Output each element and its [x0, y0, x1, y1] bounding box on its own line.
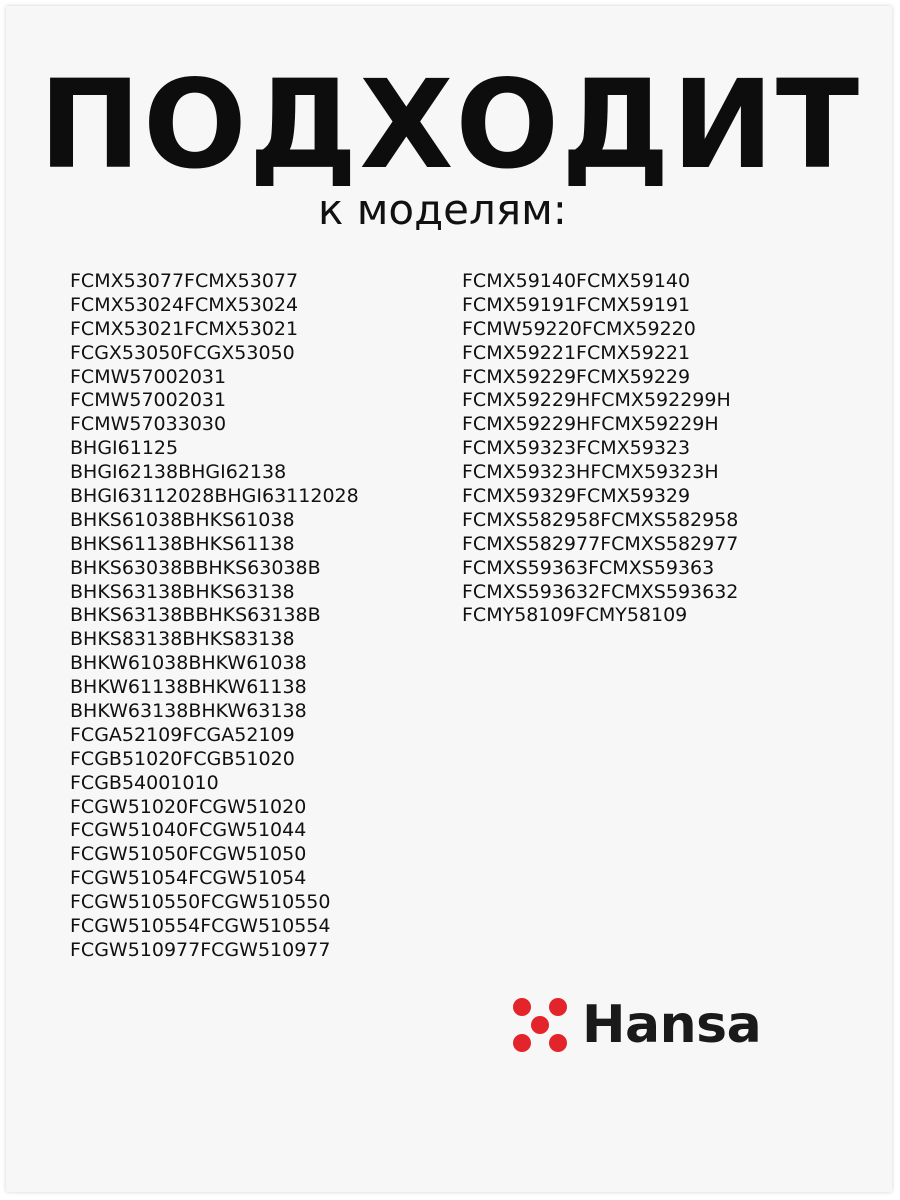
model-item: BHKW61138BHKW61138 — [70, 676, 307, 699]
model-item: FCMX59229HFCMX59229H — [462, 413, 719, 436]
page-subtitle: к моделям: — [318, 185, 567, 234]
model-item: FCMX53021FCMX53021 — [70, 317, 299, 340]
model-item: FCMX53024FCMX53024 — [70, 293, 299, 316]
model-item: FCMXS582977FCMXS582977 — [462, 532, 739, 555]
model-item: FCGW51040FCGW51044 — [70, 819, 307, 842]
model-item: BHKS63138BHKS63138 — [70, 580, 295, 603]
model-item: FCMX59221FCMX59221 — [462, 341, 691, 364]
model-item: BHKW61038BHKW61038 — [70, 652, 307, 675]
model-item: BHKS83138BHKS83138 — [70, 628, 295, 651]
model-item: FCGW510977FCGW510977 — [70, 938, 331, 961]
page-title: ПОДХОДИТ — [38, 54, 862, 196]
model-item: FCGW510550FCGW510550 — [70, 891, 331, 914]
brand-name: Hansa — [582, 995, 762, 1055]
model-item: FCMXS59363FCMXS59363 — [462, 556, 715, 579]
model-item: BHKS61038BHKS61038 — [70, 508, 295, 531]
model-list-left — [70, 270, 359, 963]
model-item: BHKS63138BBHKS63138B — [70, 604, 321, 627]
model-item: FCMXS582958FCMXS582958 — [462, 508, 739, 531]
brand-logo — [512, 995, 761, 1055]
four-dots-logo-icon — [512, 997, 568, 1053]
model-item: FCMY58109FCMY58109 — [462, 604, 688, 627]
model-item: BHKS63038BBHKS63038B — [70, 556, 321, 579]
model-item: FCGB51020FCGB51020 — [70, 747, 295, 770]
model-item: BHGI61125 — [70, 437, 179, 460]
model-item: FCGW51020FCGW51020 — [70, 795, 307, 818]
model-item: FCGX53050FCGX53050 — [70, 341, 295, 364]
model-item: FCMW59220FCMX59220 — [462, 317, 696, 340]
model-item: FCMXS593632FCMXS593632 — [462, 580, 739, 603]
model-item: FCGB54001010 — [70, 771, 219, 794]
model-item: FCMW57002031 — [70, 365, 227, 388]
model-item: FCMX59323HFCMX59323H — [462, 461, 719, 484]
model-item: BHKS61138BHKS61138 — [70, 532, 295, 555]
model-item: FCGW51050FCGW51050 — [70, 843, 307, 866]
model-item: FCMX59329FCMX59329 — [462, 485, 691, 508]
model-item: FCMX59229HFCMX592299H — [462, 389, 731, 412]
model-item: FCMX59191FCMX59191 — [462, 293, 691, 316]
model-item: BHGI63112028BHGI63112028 — [70, 485, 359, 508]
model-item: FCGW510554FCGW510554 — [70, 915, 331, 938]
model-item: FCMW57033030 — [70, 413, 227, 436]
model-item: FCMX59140FCMX59140 — [462, 270, 691, 292]
model-item: FCGA52109FCGA52109 — [70, 723, 295, 746]
model-item: FCGW51054FCGW51054 — [70, 867, 307, 890]
model-item: BHGI62138BHGI62138 — [70, 461, 287, 484]
model-item: FCMX59323FCMX59323 — [462, 437, 691, 460]
model-item: FCMW57002031 — [70, 389, 227, 412]
model-item: BHKW63138BHKW63138 — [70, 700, 307, 723]
model-item: FCMX53077FCMX53077 — [70, 270, 299, 292]
model-list-right — [462, 270, 738, 628]
model-item: FCMX59229FCMX59229 — [462, 365, 691, 388]
